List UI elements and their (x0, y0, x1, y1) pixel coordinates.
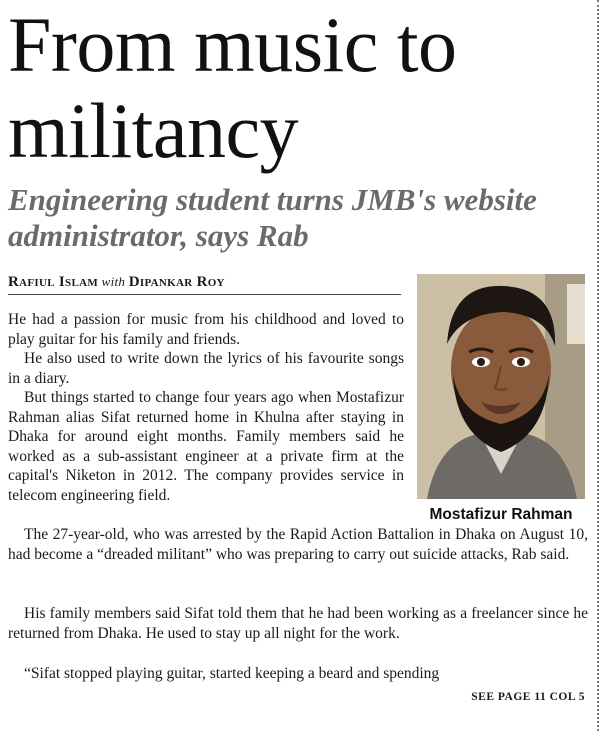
article-paragraph-6: “Sifat stopped playing guitar, started keeping a beard and spending (24, 665, 440, 682)
byline-author-1: Rafiul Islam (8, 274, 99, 290)
article-paragraph-2: He also used to write down the lyrics of his favourite songs in a diary. (8, 350, 404, 387)
article-paragraph-1: He had a passion for music from his childhood and loved to play guitar for his family and friends. (8, 311, 404, 348)
byline-author-2: Dipankar Roy (128, 274, 225, 290)
article-paragraph-5: His family members said Sifat told them that he had been working as a freelancer since he returned from Dhaka. He used to stay up all night for the work. (8, 605, 588, 642)
subheadline: Engineering student turns JMB's website administrator, says Rab (8, 182, 537, 253)
byline-with: with (101, 274, 126, 289)
continuation-note: SEE PAGE 11 COL 5 (471, 691, 585, 703)
article-paragraph-4: The 27-year-old, who was arrested by the Rapid Action Battalion in Dhaka on August 10, had become a “dreaded militant” who was preparing to carry out suicide attacks, Rab said. (8, 526, 588, 563)
portrait-illustration (417, 274, 585, 499)
byline (8, 274, 401, 295)
headline: From music to militancy (8, 1, 457, 174)
article-paragraph-3: But things started to change four years ago when Mostafizur Rahman alias Sifat returned home in Khulna after staying in Dhaka for around eight months. Family members said he worked as a sub-assistant engineer at a private firm at the capital's Niketon in 2012. The company provides service in telecom engineering field. (8, 389, 404, 504)
photo-caption: Mostafizur Rahman (429, 506, 573, 523)
portrait-photo (417, 274, 585, 499)
column-divider (597, 0, 599, 731)
